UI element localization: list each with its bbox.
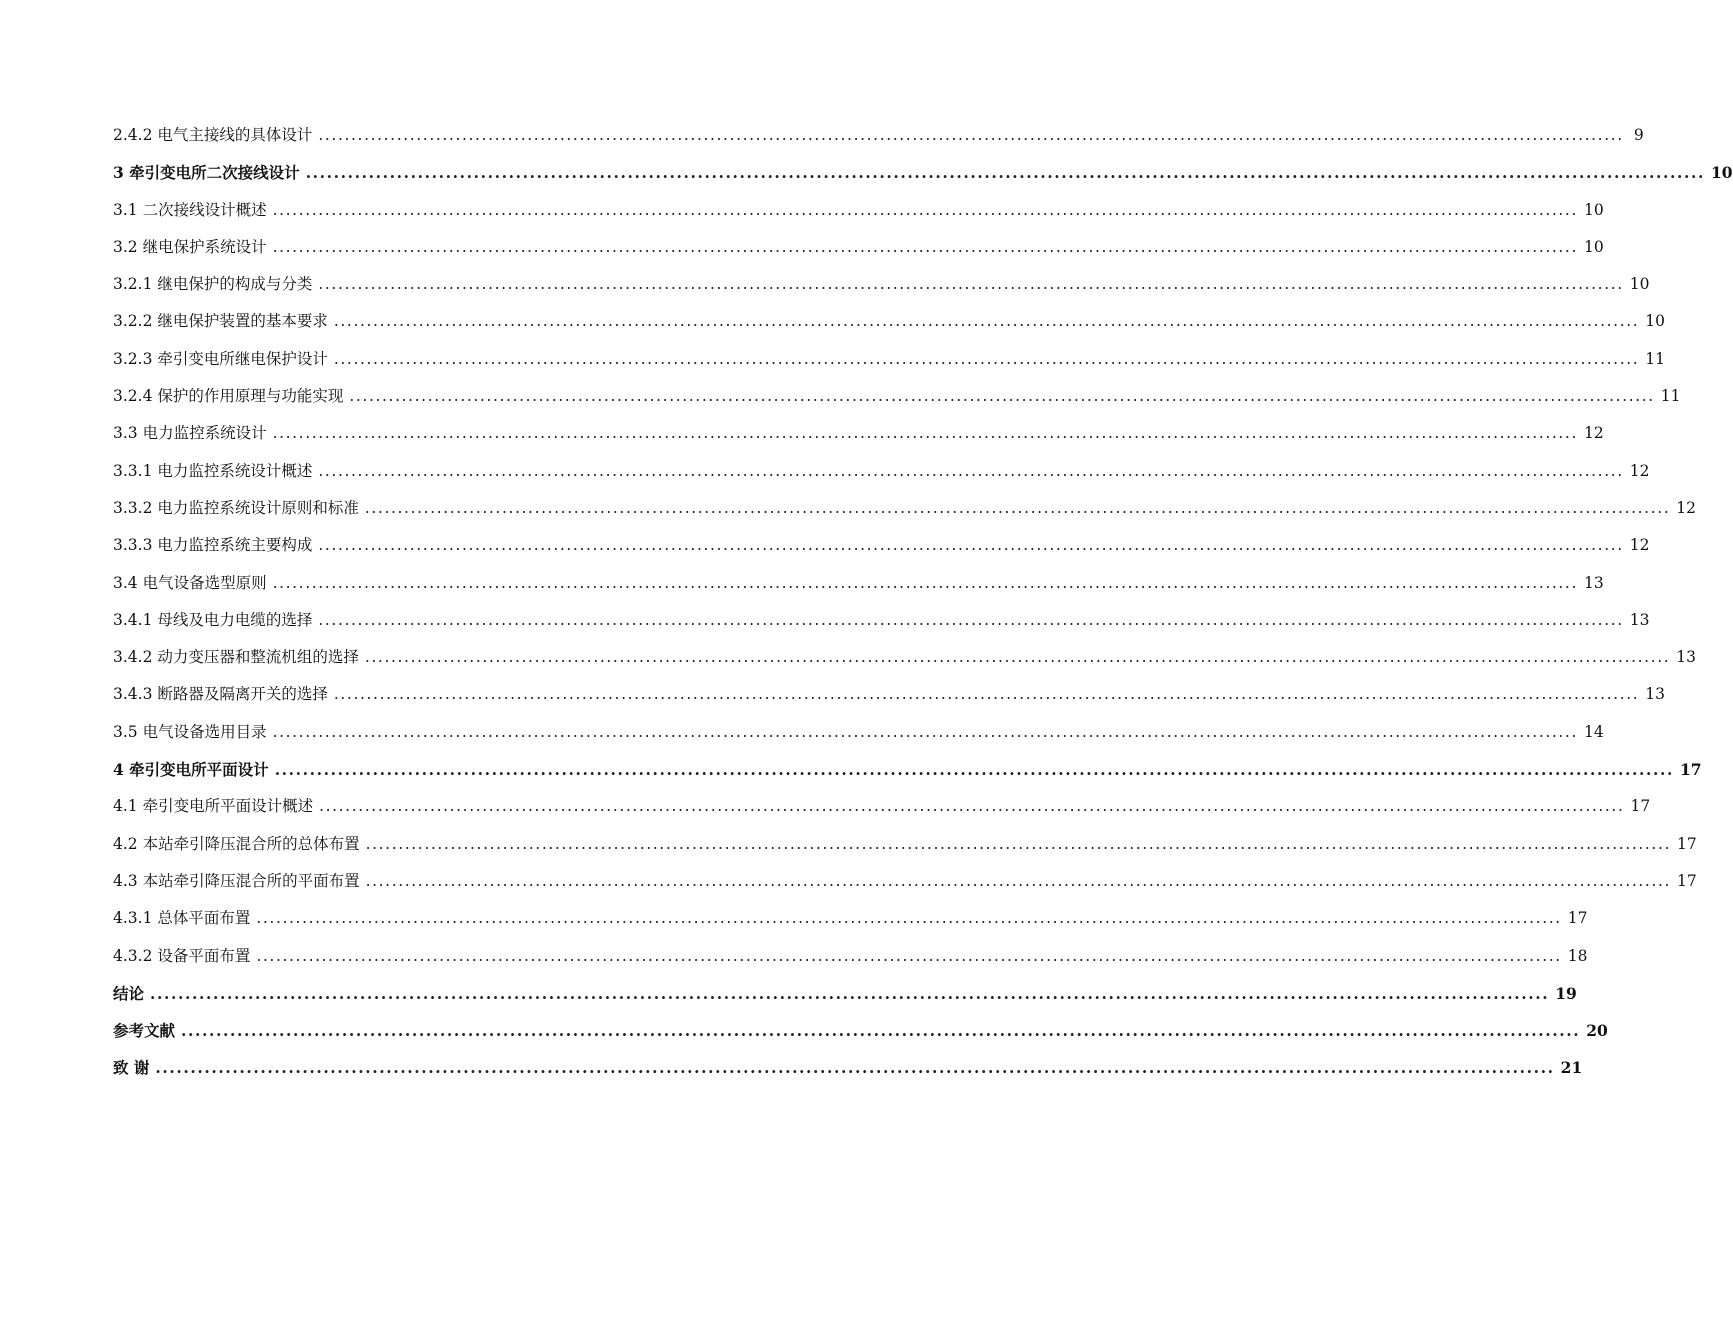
toc-entry[interactable] — [113, 341, 1666, 378]
toc-entry-page-number: 11 — [1645, 349, 1666, 368]
toc-entry-title: 4.3.1 总体平面布置 — [113, 909, 251, 928]
toc-entry-title: 结论 — [113, 983, 145, 1003]
toc-entry-page-number: 20 — [1586, 1021, 1608, 1041]
toc-entry-title: 3.4.3 断路器及隔离开关的选择 — [113, 685, 328, 704]
toc-leader-dots: ........................................................................................................................................................................................................ — [274, 760, 1674, 780]
toc-entry[interactable] — [113, 863, 1697, 900]
toc-entry-title: 3.4 电气设备选型原则 — [113, 573, 267, 592]
toc-entry-page-number: 12 — [1583, 424, 1604, 443]
toc-entry[interactable] — [113, 527, 1650, 564]
toc-leader-dots: ........................................................................................................................................................................................................ — [333, 685, 1640, 704]
toc-entry-page-number: 10 — [1583, 237, 1604, 256]
toc-entry-page-number: 13 — [1676, 648, 1697, 667]
toc-entry-page-number: 12 — [1629, 461, 1650, 480]
toc-entry[interactable] — [113, 975, 1577, 1012]
toc-leader-dots: ........................................................................................................................................................................................................ — [333, 312, 1640, 331]
toc-entry-page-number: 10 — [1645, 312, 1666, 331]
toc-entry-title: 3.4.1 母线及电力电缆的选择 — [113, 610, 313, 629]
toc-leader-dots: ........................................................................................................................................................................................................ — [272, 722, 1578, 741]
toc-entry-page-number: 10 — [1629, 275, 1650, 294]
toc-entry-page-number: 17 — [1567, 909, 1588, 928]
toc-leader-dots: ........................................................................................................................................................................................................ — [318, 275, 1624, 294]
toc-leader-dots: ........................................................................................................................................................................................................ — [150, 983, 1550, 1003]
toc-entry-page-number: 14 — [1583, 722, 1604, 741]
toc-leader-dots: ........................................................................................................................................................................................................ — [349, 387, 1655, 406]
toc-leader-dots: ........................................................................................................................................................................................................ — [318, 536, 1624, 555]
toc-entry[interactable] — [113, 154, 1733, 191]
toc-entry-title: 参考文献 — [113, 1021, 176, 1041]
toc-entry[interactable] — [113, 490, 1697, 527]
toc-entry-page-number: 17 — [1677, 834, 1697, 853]
toc-entry[interactable] — [113, 415, 1604, 452]
toc-entry-title: 3.2.4 保护的作用原理与功能实现 — [113, 387, 344, 406]
toc-entry-page-number: 17 — [1630, 797, 1651, 816]
toc-entry-title: 致 谢 — [113, 1058, 150, 1078]
toc-entry[interactable] — [113, 826, 1697, 863]
toc-entry[interactable] — [113, 1049, 1583, 1086]
toc-entry-title: 3.1 二次接线设计概述 — [113, 200, 267, 219]
toc-entry-title: 3.3.3 电力监控系统主要构成 — [113, 536, 313, 555]
toc-entry-title: 3 牵引变电所二次接线设计 — [113, 163, 300, 183]
toc-entry-page-number: 13 — [1629, 610, 1650, 629]
toc-entry-page-number: 21 — [1560, 1058, 1583, 1078]
toc-leader-dots: ........................................................................................................................................................................................................ — [272, 237, 1578, 256]
toc-entry[interactable] — [113, 788, 1651, 825]
toc-leader-dots: ........................................................................................................................................................................................................ — [256, 946, 1562, 965]
toc-entry[interactable] — [113, 714, 1604, 751]
toc-entry-page-number: 10 — [1583, 200, 1604, 219]
toc-entry[interactable] — [113, 266, 1650, 303]
toc-entry-page-number: 19 — [1555, 983, 1577, 1003]
toc-entry[interactable] — [113, 229, 1604, 266]
toc-entry-page-number: 10 — [1710, 163, 1733, 183]
toc-entry[interactable] — [113, 751, 1702, 788]
toc-entry-title: 4.3.2 设备平面布置 — [113, 946, 251, 965]
toc-entry[interactable] — [113, 938, 1588, 975]
toc-entry-title: 2.4.2 电气主接线的具体设计 — [113, 126, 313, 144]
toc-entry-page-number: 13 — [1645, 685, 1666, 704]
toc-entry-title: 3.4.2 动力变压器和整流机组的选择 — [113, 648, 359, 667]
toc-leader-dots: ........................................................................................................................................................................................................ — [318, 610, 1624, 629]
toc-entry-title: 3.3 电力监控系统设计 — [113, 424, 267, 443]
toc-entry-title: 3.3.1 电力监控系统设计概述 — [113, 461, 313, 480]
toc-entry-page-number: 17 — [1679, 760, 1702, 780]
toc-leader-dots: ........................................................................................................................................................................................................ — [365, 871, 1671, 890]
toc-entry-title: 3.2.3 牵引变电所继电保护设计 — [113, 349, 328, 368]
toc-entry[interactable] — [113, 117, 1644, 154]
toc-entry-title: 3.2.2 继电保护装置的基本要求 — [113, 312, 328, 331]
toc-entry-title: 4.2 本站牵引降压混合所的总体布置 — [113, 834, 360, 853]
toc-leader-dots: ........................................................................................................................................................................................................ — [272, 424, 1578, 443]
toc-entry[interactable] — [113, 303, 1666, 340]
toc-entry[interactable] — [113, 602, 1650, 639]
toc-leader-dots: ........................................................................................................................................................................................................ — [365, 834, 1671, 853]
toc-leader-dots: ........................................................................................................................................................................................................ — [364, 498, 1671, 517]
toc-leader-dots: ........................................................................................................................................................................................................ — [305, 163, 1705, 183]
toc-entry[interactable] — [113, 565, 1604, 602]
table-of-contents — [113, 117, 1733, 1087]
toc-entry-page-number: 13 — [1583, 573, 1604, 592]
toc-entry-title: 4 牵引变电所平面设计 — [113, 760, 269, 780]
toc-entry-page-number: 18 — [1567, 946, 1588, 965]
toc-leader-dots: ........................................................................................................................................................................................................ — [319, 797, 1625, 816]
toc-entry[interactable] — [113, 900, 1588, 937]
toc-entry-title: 4.3 本站牵引降压混合所的平面布置 — [113, 871, 360, 890]
toc-entry-page-number: 12 — [1676, 498, 1697, 517]
toc-entry-page-number: 12 — [1629, 536, 1650, 555]
toc-leader-dots: ........................................................................................................................................................................................................ — [155, 1058, 1555, 1078]
toc-leader-dots: ........................................................................................................................................................................................................ — [333, 349, 1640, 368]
toc-entry[interactable] — [113, 639, 1697, 676]
toc-entry[interactable] — [113, 378, 1681, 415]
toc-leader-dots: ........................................................................................................................................................................................................ — [272, 573, 1578, 592]
toc-entry[interactable] — [113, 676, 1666, 713]
toc-entry-title: 3.5 电气设备选用目录 — [113, 722, 267, 741]
toc-entry[interactable] — [113, 192, 1604, 229]
toc-entry-page-number: 9 — [1633, 126, 1644, 144]
toc-entry-title: 3.3.2 电力监控系统设计原则和标准 — [113, 498, 359, 517]
toc-entry-title: 4.1 牵引变电所平面设计概述 — [113, 797, 314, 816]
toc-entry-title: 3.2 继电保护系统设计 — [113, 237, 267, 256]
toc-leader-dots: ........................................................................................................................................................................................................ — [181, 1021, 1581, 1041]
toc-leader-dots: ........................................................................................................................................................................................................ — [256, 909, 1562, 928]
toc-leader-dots: ........................................................................................................................................................................................................ — [318, 126, 1624, 144]
toc-leader-dots: ........................................................................................................................................................................................................ — [364, 648, 1671, 667]
toc-leader-dots: ........................................................................................................................................................................................................ — [318, 461, 1624, 480]
toc-entry[interactable] — [113, 453, 1650, 490]
toc-entry-page-number: 17 — [1677, 871, 1697, 890]
toc-entry-title: 3.2.1 继电保护的构成与分类 — [113, 275, 313, 294]
toc-entry-page-number: 11 — [1660, 387, 1681, 406]
toc-entry[interactable] — [113, 1012, 1608, 1049]
toc-leader-dots: ........................................................................................................................................................................................................ — [272, 200, 1578, 219]
